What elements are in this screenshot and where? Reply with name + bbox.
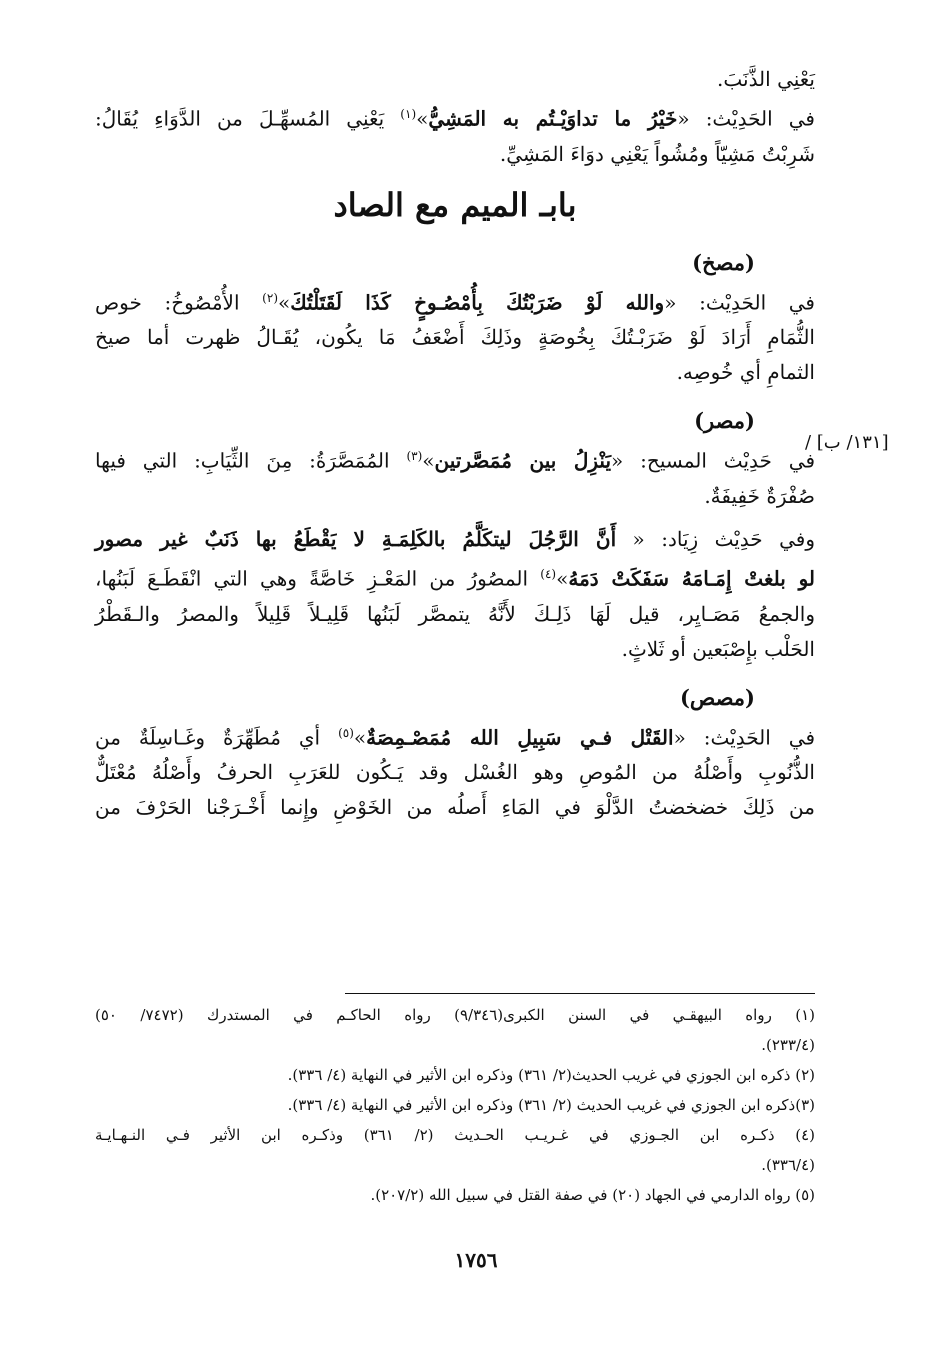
text-span: »: [353, 725, 367, 750]
text-span: في الحَدِيْث: «: [673, 725, 816, 750]
hadith-quote: خَيْرُ ما تداوَيْـتُم به المَشِيُّ: [428, 106, 678, 131]
text-span: أي مُطَهِّرَةٌ وغَـاسِلَةٌ من: [95, 725, 339, 750]
main-text: [95, 62, 815, 825]
text-line: الحَلْب بإِصْبَعين أو ثَلاثٍ.: [621, 636, 815, 661]
root-heading: (مصر): [694, 408, 755, 434]
text-span: »: [416, 106, 429, 131]
text-span: »: [556, 566, 569, 591]
footnote-ref: (٢): [262, 290, 278, 305]
text-span: »: [278, 290, 291, 315]
text-span: في الحَدِيْث: «: [677, 106, 815, 131]
text-line: يَعْنِي الذَّنَبَ.: [717, 67, 815, 91]
text-line: من ذَلِكَ خضخضتُ الدَّلْوَ في المَاءِ أَصلُه من الخَوْضِ وإِنما أَخْـرَجْنا الحَرْفَ من: [95, 795, 815, 820]
footnote-divider: [345, 993, 815, 994]
text-span: في الحَدِيْث: «: [664, 290, 815, 315]
hadith-quote: أَنَّ الرَّجُلَ ليتكَلَّمُ بالكَلِمَـةِ لا يَقْطَعُ بها ذَنَبٌ غير مصور: [95, 526, 617, 551]
footnote: (٣٣٦/٤).: [761, 1156, 815, 1174]
text-line: صُفْرَةٌ خَفِيفَةٌ.: [704, 483, 815, 508]
chapter-heading: بابـ الميم مع الصاد: [333, 185, 577, 224]
text-line: الثمامِ أي خُوصِه.: [676, 360, 815, 385]
text-line: [95, 716, 815, 756]
footnote: (٢) ذكره ابن الجوزي في غريب الحديث(٢/ ٣٦١) وذكره ابن الأثير في النهاية (٤/ ٣٣٦).: [287, 1066, 815, 1084]
footnote-ref: (٥): [338, 725, 354, 740]
text-line: [95, 281, 815, 321]
text-line: الذُّنُوبِ وأَصْلُهُ من المُوصِ وهو الغُسْل وقد يَـكُون للعَرَبِ الحرفُ وأَصْلُهُ مُعْتَلٌّ: [95, 760, 815, 785]
text-line: [95, 557, 815, 597]
root-heading: (مصخ): [692, 249, 755, 275]
text-span: المصُورُ من المَعْـزِ خَاصَّةً وهي التي انْقَطَـعَ لَبَنُها،: [95, 566, 541, 591]
footnote: (١) رواه البيهقـي في السنن الكبرى(٩/٣٤٦) رواه الحاكـم في المستدرك (٧٤٧٢/ ٥٠): [95, 1006, 815, 1024]
footnote: (٤) ذكـره ابن الجـوزي في غـريـب الحـديث (٢/ ٣٦١) وذكـره ابن الأثير فـي النـهـايـة: [95, 1126, 815, 1144]
footnote: (٣)ذكره ابن الجوزي في غريب الحديث (٢/ ٣٦١) وذكره ابن الأثير في النهاية (٤/ ٣٣٦).: [287, 1096, 815, 1114]
text-line: الثُّمَامِ أَرَادَ لَوْ ضَرَبْـتُكَ بِخُوصَةٍ وذَلِكَ أَضْعَفُ مَا يكُون، يُقَـالُ ظهرت أما صيخ: [95, 325, 815, 350]
root-heading: (مصص): [679, 684, 755, 710]
text-line: [95, 97, 815, 137]
page-number: ١٧٥٦: [454, 1248, 498, 1272]
footnote-ref: (٣): [406, 449, 423, 464]
text-span: المُمَصَّرَةُ: مِنَ الثِّيَابِ: التي فيها: [95, 448, 407, 473]
text-line: [95, 439, 815, 479]
text-span: الأُمْصُوخُ: خوص: [95, 290, 263, 315]
text-span: وفي حَدِيْث زِيَاد: «: [616, 526, 815, 551]
footnote-ref: (١): [400, 107, 417, 121]
footnote: (٢٣٣/٤).: [761, 1036, 815, 1054]
text-span: يَعْنِي المُسهِّـلَ من الدَّوَاءِ يُقَالُ:: [95, 106, 401, 131]
hadith-quote: القَتْل فـي سَبِيلِ الله مُمَصْـمِصَةٌ: [366, 725, 674, 750]
footnote: (٥) رواه الدارمي في الجهاد (٢٠) في صفة القتل في سبيل الله (٢٠٧/٢).: [370, 1186, 815, 1204]
footnote-ref: (٤): [540, 566, 557, 581]
hadith-quote: والله لَوْ ضَرَبْتُكَ بِأُمْصُـوخٍ كَذَا لَقَتَلْتُكَ: [290, 290, 665, 315]
text-span: في حَدِيْث المسيح: «: [611, 448, 816, 473]
text-span: »: [422, 448, 435, 473]
marginal-folio-note: [١٣١/ ب] /: [805, 432, 889, 453]
text-line: [95, 522, 815, 557]
hadith-quote: يَنْزِلُ بين مُمَصَّرتين: [434, 448, 612, 473]
text-line: والجمعُ مَصَـايِر، قيل لَهَا ذَلِـكَ لأَنَّهُ يتمصَّر لَبَنُها قَلِيـلاً قَلِيلاً والمصرُ والـقَطْرُ: [95, 601, 815, 626]
hadith-quote: لو بلغتْ إِمَـامَهُ سَفَكَتْ دَمَهُ: [568, 566, 815, 591]
footnotes: [95, 1000, 815, 1210]
text-line: شَرِبْتُ مَشِيّاً ومُشُواً يَعْنِي دوَاءَ المَشِيِّ.: [499, 141, 815, 166]
